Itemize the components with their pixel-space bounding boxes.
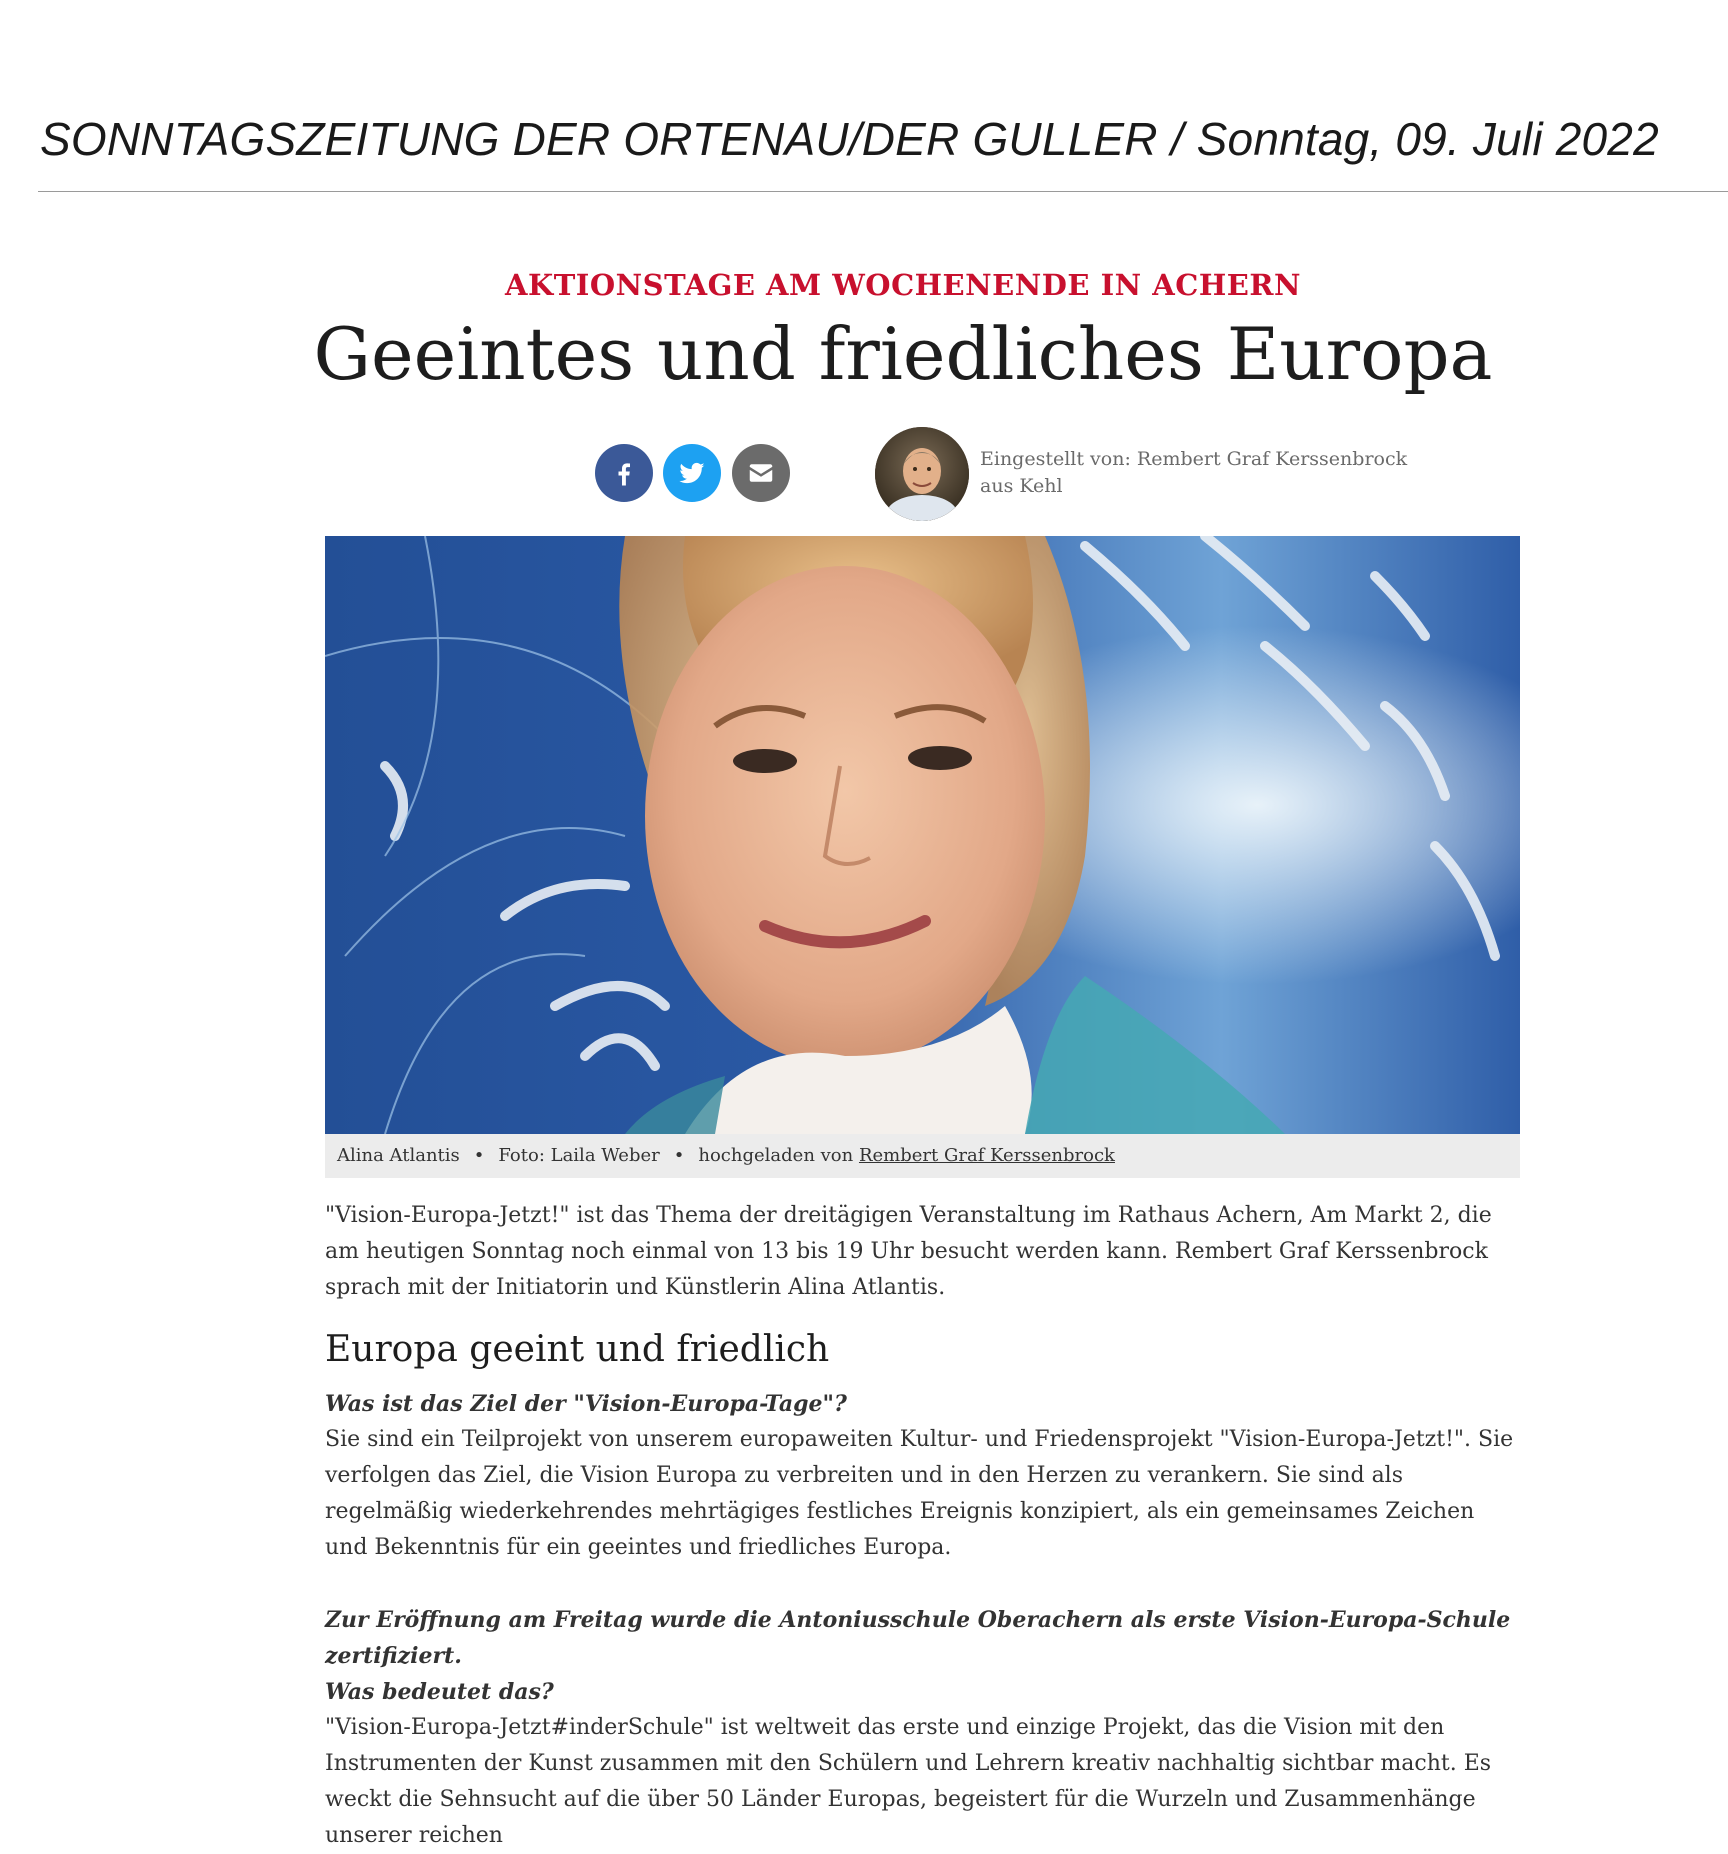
kicker: AKTIONSTAGE AM WOCHENENDE IN ACHERN xyxy=(505,268,1301,302)
byline xyxy=(980,446,1407,500)
caption-photo-credit: Foto: Laila Weber xyxy=(498,1145,660,1166)
interview-answer: "Vision-Europa-Jetzt#inderSchule" ist weltweit das erste und einzige Projekt, das die Vision mit den Instrumenten der Kunst zusammen mit den Schülern und Lehrern kreativ nachhaltig sichtbar macht. Es weckt die Sehnsucht auf die über 50 Länder Europas, begeistert für die Wurzeln und Zusammenhänge unserer reichen xyxy=(325,1715,1492,1848)
byline-location: aus Kehl xyxy=(980,475,1063,497)
twitter-share-button[interactable] xyxy=(663,444,721,502)
interview-answer: Sie sind ein Teilprojekt von unserem europaweiten Kultur- und Friedensprojekt "Vision-Europa-Jetzt!". Sie verfolgen das Ziel, die Vision Europa zu verbreiten und in den Herzen zu verankern. Sie sind als regelmäßig wiederkehrendes mehrtägiges festliches Ereignis konzipiert, als ein gemeinsames Zeichen und Bekenntnis für ein geeintes und friedliches Europa. xyxy=(325,1427,1514,1560)
caption-name: Alina Atlantis xyxy=(337,1145,460,1166)
caption-separator: • xyxy=(673,1145,685,1166)
caption-separator: • xyxy=(473,1145,485,1166)
twitter-icon xyxy=(677,458,707,488)
interview-question: Was ist das Ziel der "Vision-Europa-Tage"? xyxy=(325,1391,847,1417)
interview-question: Was bedeutet das? xyxy=(325,1679,554,1705)
facebook-share-button[interactable] xyxy=(595,444,653,502)
mail-icon xyxy=(746,458,776,488)
facebook-icon xyxy=(609,458,639,488)
masthead-divider xyxy=(38,191,1728,192)
byline-author[interactable]: Eingestellt von: Rembert Graf Kerssenbrock xyxy=(980,448,1408,470)
caption-uploaded-prefix: hochgeladen von xyxy=(698,1145,854,1166)
email-share-button[interactable] xyxy=(732,444,790,502)
headline: Geeintes und friedliches Europa xyxy=(313,312,1493,396)
photo-caption xyxy=(325,1134,1520,1178)
masthead: SONNTAGSZEITUNG DER ORTENAU/DER GULLER / Sonntag, 09. Juli 2022 xyxy=(40,113,1659,165)
article-photo xyxy=(325,536,1520,1134)
article-subhead: Europa geeint und friedlich xyxy=(325,1329,830,1370)
author-avatar[interactable] xyxy=(875,427,969,521)
interview-question: Zur Eröffnung am Freitag wurde die Antoniusschule Oberachern als erste Vision-Europa-Schule zertifiziert. xyxy=(325,1607,1511,1669)
article-lead: "Vision-Europa-Jetzt!" ist das Thema der dreitägigen Veranstaltung im Rathaus Achern, Am Markt 2, die am heutigen Sonntag noch einmal von 13 bis 19 Uhr besucht werden kann. Rembert Graf Kerssenbrock sprach mit der Initiatorin und Künstlerin Alina Atlantis. xyxy=(325,1203,1492,1300)
article-body xyxy=(325,1198,1520,1854)
caption-uploader-link[interactable]: Rembert Graf Kerssenbrock xyxy=(858,1145,1115,1166)
